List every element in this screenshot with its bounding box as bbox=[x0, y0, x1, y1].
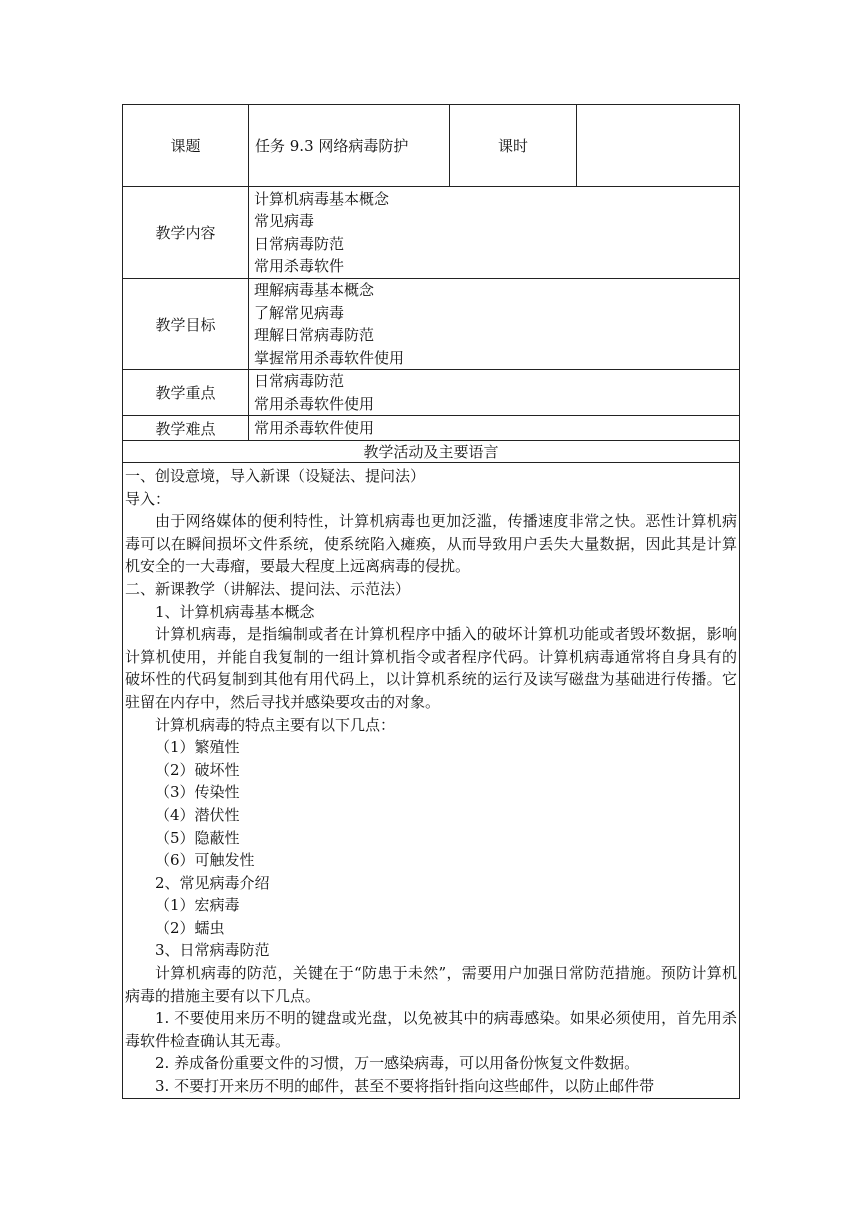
goals-item: 理解病毒基本概念 bbox=[254, 281, 375, 299]
content-item: 计算机病毒基本概念 bbox=[254, 189, 390, 208]
key-points-label: 教学重点 bbox=[123, 370, 249, 416]
virus-type-item: （1）宏病毒 bbox=[155, 896, 240, 915]
hours-value bbox=[577, 105, 740, 187]
intro-paragraph: 由于网络媒体的便利特性，计算机病毒也更加泛滥，传播速度非常之快。恶性计算机病毒可以在瞬间损坏文件系统，使系统陷入瘫痪，从而导致用户丢失大量数据，因此其是计算机安全的一大毒瘤，要最大程度上远离病毒的侵扰。 bbox=[125, 512, 737, 576]
subsection2-title: 2、常见病毒介绍 bbox=[155, 873, 270, 892]
feature-item: （6）可触发性 bbox=[155, 851, 255, 870]
prevention-measure-3: 3. 不要打开来历不明的邮件，甚至不要将指针指向这些邮件，以防止邮件带 bbox=[155, 1077, 655, 1096]
goals-label: 教学目标 bbox=[123, 279, 249, 370]
goals-row bbox=[123, 279, 740, 370]
key-point-item: 常用杀毒软件使用 bbox=[254, 394, 375, 413]
subsection3-paragraph: 计算机病毒的防范，关键在于“防患于未然”，需要用户加强日常防范措施。预防计算机病毒的措施主要有以下几点。 bbox=[125, 964, 737, 1005]
lesson-plan-table bbox=[122, 104, 740, 1099]
goals-item: 了解常见病毒 bbox=[254, 303, 345, 322]
virus-type-item: （2）蠕虫 bbox=[155, 918, 225, 937]
feature-item: （3）传染性 bbox=[155, 783, 240, 802]
difficulties-row bbox=[123, 416, 740, 441]
difficulties-list bbox=[249, 416, 740, 441]
content-item: 常见病毒 bbox=[254, 212, 315, 230]
feature-item: （4）潜伏性 bbox=[155, 805, 240, 824]
goals-item: 理解日常病毒防范 bbox=[254, 326, 375, 344]
features-intro: 计算机病毒的特点主要有以下几点： bbox=[155, 715, 396, 734]
intro-label: 导入： bbox=[125, 489, 171, 508]
activities-body bbox=[123, 463, 740, 1099]
topic-row bbox=[123, 105, 740, 187]
section2-title: 二、新课教学（讲解法、提问法、示范法） bbox=[125, 579, 411, 598]
topic-label: 课题 bbox=[123, 105, 249, 187]
feature-item: （5）隐蔽性 bbox=[155, 828, 240, 847]
subsection1-paragraph: 计算机病毒，是指编制或者在计算机程序中插入的破坏计算机功能或者毁坏数据，影响计算机使用，并能自我复制的一组计算机指令或者程序代码。计算机病毒通常将自身具有的破坏性的代码复制到其他有用代码上，以计算机系统的运行及读写磁盘为基础进行传播。它驻留在内存中，然后寻找并感染要攻击的对象。 bbox=[125, 625, 737, 711]
content-list bbox=[249, 187, 740, 279]
key-points-row bbox=[123, 370, 740, 416]
activities-heading: 教学活动及主要语言 bbox=[123, 441, 740, 463]
prevention-measure-2: 2. 养成备份重要文件的习惯，万一感染病毒，可以用备份恢复文件数据。 bbox=[155, 1054, 640, 1073]
topic-value: 任务 9.3 网络病毒防护 bbox=[249, 105, 450, 187]
goals-list bbox=[249, 279, 740, 370]
feature-item: （1）繁殖性 bbox=[155, 738, 240, 757]
difficulty-item: 常用杀毒软件使用 bbox=[254, 418, 375, 437]
section1-title: 一、创设意境，导入新课（设疑法、提问法） bbox=[125, 467, 426, 485]
subsection1-title: 1、计算机病毒基本概念 bbox=[155, 602, 315, 621]
goals-item: 掌握常用杀毒软件使用 bbox=[254, 348, 405, 367]
activities-body-row bbox=[123, 463, 740, 1099]
prevention-measure-1: 1. 不要使用来历不明的键盘或光盘，以免被其中的病毒感染。如果必须使用，首先用杀毒软件检查确认其无毒。 bbox=[125, 1009, 737, 1050]
key-point-item: 日常病毒防范 bbox=[254, 372, 345, 390]
activities-heading-row bbox=[123, 441, 740, 463]
subsection3-title: 3、日常病毒防范 bbox=[155, 941, 270, 960]
content-item: 日常病毒防范 bbox=[254, 234, 345, 253]
feature-item: （2）破坏性 bbox=[155, 760, 240, 779]
key-points-list bbox=[249, 370, 740, 416]
content-row bbox=[123, 187, 740, 279]
hours-label: 课时 bbox=[450, 105, 577, 187]
difficulties-label: 教学难点 bbox=[123, 416, 249, 441]
content-label: 教学内容 bbox=[123, 187, 249, 279]
content-item: 常用杀毒软件 bbox=[254, 257, 345, 275]
